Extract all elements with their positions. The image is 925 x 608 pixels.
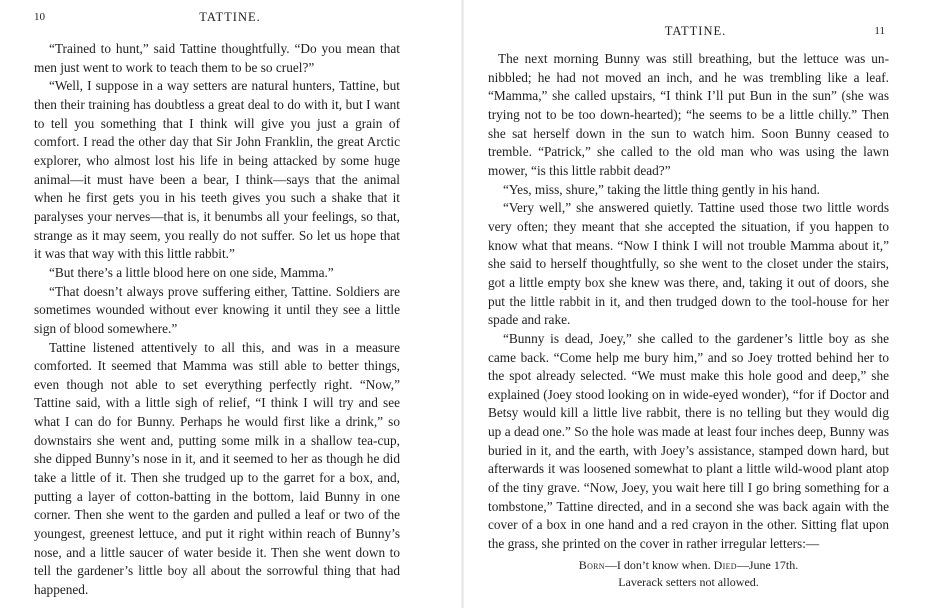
epitaph-note: Laverack setters not allowed.	[618, 575, 759, 590]
paragraph: “Well, I suppose in a way setters are natural hunters, Tattine, but then their training has doubtless a great deal to do with it, but I want to tell you something that I think will give you just a grain of comfort. I read the other day that Sir John Franklin, the great Arctic explorer, who almost lost his life in being attacked by some huge animal—it must have been a bear, I think—says that the animal when he first gets you in his teeth gives you such a shake that it paralyses your nerves—that is, it benumbs all your feelings, so that, strange as it may seem, you really do not suffer. So let us hope that it was that way with this little rabbit.”	[34, 78, 400, 262]
page-body	[488, 50, 889, 592]
paragraph: The next morning Bunny was still breathing, but the lettuce was un-nibbled; he had not moved an inch, and he was trembling like a leaf. “Mamma,” she called upstairs, “I think I’ll put Bun in the sun” (she was trying not to be too down-hearted); “he seems to be a little chilly.” Then she sat herself down in the sun to watch him. Soon Bunny ceased to tremble. “Patrick,” she called to the old man who was using the lawn mower, “is this little rabbit dead?”	[488, 51, 889, 178]
epitaph-line	[488, 557, 889, 575]
left-page	[0, 0, 460, 608]
running-head: TATTINE.	[199, 10, 261, 24]
book-gutter	[461, 0, 464, 608]
page-body	[34, 40, 400, 600]
running-head: TATTINE.	[664, 24, 727, 38]
paragraph: Tattine listened attentively to all this, and was in a measure comforted. It seemed that Mamma was still able to better things, even though not able to set everything perfectly right. “Now,” Tattine said, with a little sigh of relief, “I think I will try and see what I can do for Bunny. Perhaps he would first like a drink,” so downstairs she went and, putting some milk in a shallow tea-cup, she dipped Bunny’s nose in it, and it seemed to her as though he did take a little of it. Then she trudged up to the garret for a box, and, putting a layer of cotton-batting in the bottom, laid Bunny in one corner. Then she went to the garden and pulled a leaf or two of the youngest, greenest lettuce, and put it right within reach of Bunny’s nose, and a little saucer of water beside it. Then she went down to tell the gardener’s little boy all about the sorrowful thing that had happened.	[34, 339, 400, 598]
epitaph-died-label: Died	[713, 557, 737, 572]
paragraph: “Very well,” she answered quietly. Tattine used those two little words very often; they meant that she accepted the situation, if you happen to know what that means. “Now I think I will not trouble Mamma about it,” she said to herself thoughtfully, so she went to the closet under the stairs, got a little empty box she knew was there, and, taking it out of doors, she put the little rabbit in it, and then trudged down to the tool-house for her spade and rake.	[488, 200, 889, 328]
epitaph-born-label: Born	[578, 557, 605, 572]
page-number: 10	[34, 11, 45, 23]
paragraph: “But there’s a little blood here on one side, Mamma.”	[49, 264, 334, 280]
epitaph-died-text: —June 17th.	[736, 557, 799, 572]
right-page	[466, 0, 925, 608]
paragraph: “Trained to hunt,” said Tattine thoughtfully. “Do you mean that men just went to work to teach them to be so cruel?”	[34, 41, 400, 75]
epitaph-born-text: —I don’t know when.	[604, 557, 714, 572]
page-number: 11	[874, 25, 885, 37]
paragraph: “Bunny is dead, Joey,” she called to the gardener’s little boy as she came back. “Come help me bury him,” and so Joey trotted behind her to the spot already selected. “We must make this hole good and deep,” she explained (Joey stood looking on in wide-eyed wonder), “for if Doctor and Betsy would kill a little live rabbit, there is no telling but they would dig up a dead one.” So the hole was made at least four inches deep, Bunny was buried in it, and the earth, with Joey’s assistance, stamped down hard, but afterwards it was loosened somewhat to plant a little wild-wood plant atop of the tiny grave. “Now, Joey, you wait here till I go bring something for a tombstone,” Tattine directed, and in a second she was back again with the cover of a box in one hand and a red crayon in the other. Sitting flat upon the grass, she printed on the cover in rather irregular letters:—	[488, 330, 889, 552]
paragraph: “Yes, miss, shure,” taking the little thing gently in his hand.	[503, 181, 821, 197]
paragraph: “That doesn’t always prove suffering either, Tattine. Soldiers are sometimes wounded without ever knowing it until they see a little sign of blood somewhere.”	[34, 283, 400, 336]
